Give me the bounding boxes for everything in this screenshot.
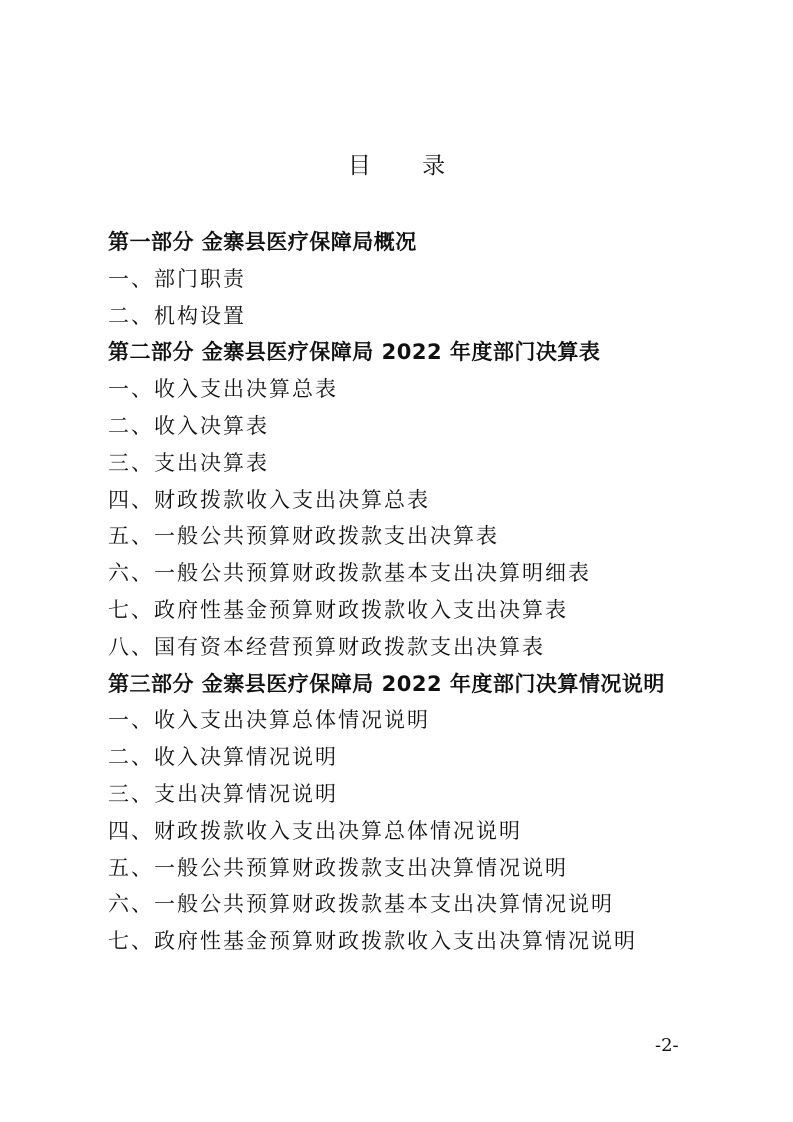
toc-part-3: 第三部分 金寨县医疗保障局 2022 年度部门决算情况说明 xyxy=(108,671,665,696)
toc-item: 二、机构设置 xyxy=(108,303,246,328)
toc-item: 一、部门职责 xyxy=(108,266,246,291)
toc-item: 一、收入支出决算总体情况说明 xyxy=(108,708,430,733)
toc-item: 七、政府性基金预算财政拨款收入支出决算情况说明 xyxy=(108,929,637,954)
toc-item: 三、支出决算表 xyxy=(108,450,269,475)
toc-item: 三、支出决算情况说明 xyxy=(108,781,338,806)
toc-item: 五、一般公共预算财政拨款支出决算情况说明 xyxy=(108,855,568,880)
toc-item: 八、国有资本经营预算财政拨款支出决算表 xyxy=(108,634,545,659)
toc-item: 四、财政拨款收入支出决算总体情况说明 xyxy=(108,818,522,843)
toc-item: 七、政府性基金预算财政拨款收入支出决算表 xyxy=(108,597,568,622)
page-number: -2- xyxy=(655,1035,679,1056)
page-title: 目 录 xyxy=(347,153,468,179)
toc-part-2: 第二部分 金寨县医疗保障局 2022 年度部门决算表 xyxy=(108,340,601,365)
table-of-contents xyxy=(108,224,708,960)
toc-part-1: 第一部分 金寨县医疗保障局概况 xyxy=(108,230,417,254)
toc-item: 一、收入支出决算总表 xyxy=(108,377,338,402)
toc-item: 六、一般公共预算财政拨款基本支出决算情况说明 xyxy=(108,892,614,917)
toc-item: 二、收入决算情况说明 xyxy=(108,745,338,770)
toc-item: 四、财政拨款收入支出决算总表 xyxy=(108,487,430,512)
toc-item: 六、一般公共预算财政拨款基本支出决算明细表 xyxy=(108,561,591,586)
toc-item: 二、收入决算表 xyxy=(108,413,269,438)
toc-item: 五、一般公共预算财政拨款支出决算表 xyxy=(108,524,499,549)
